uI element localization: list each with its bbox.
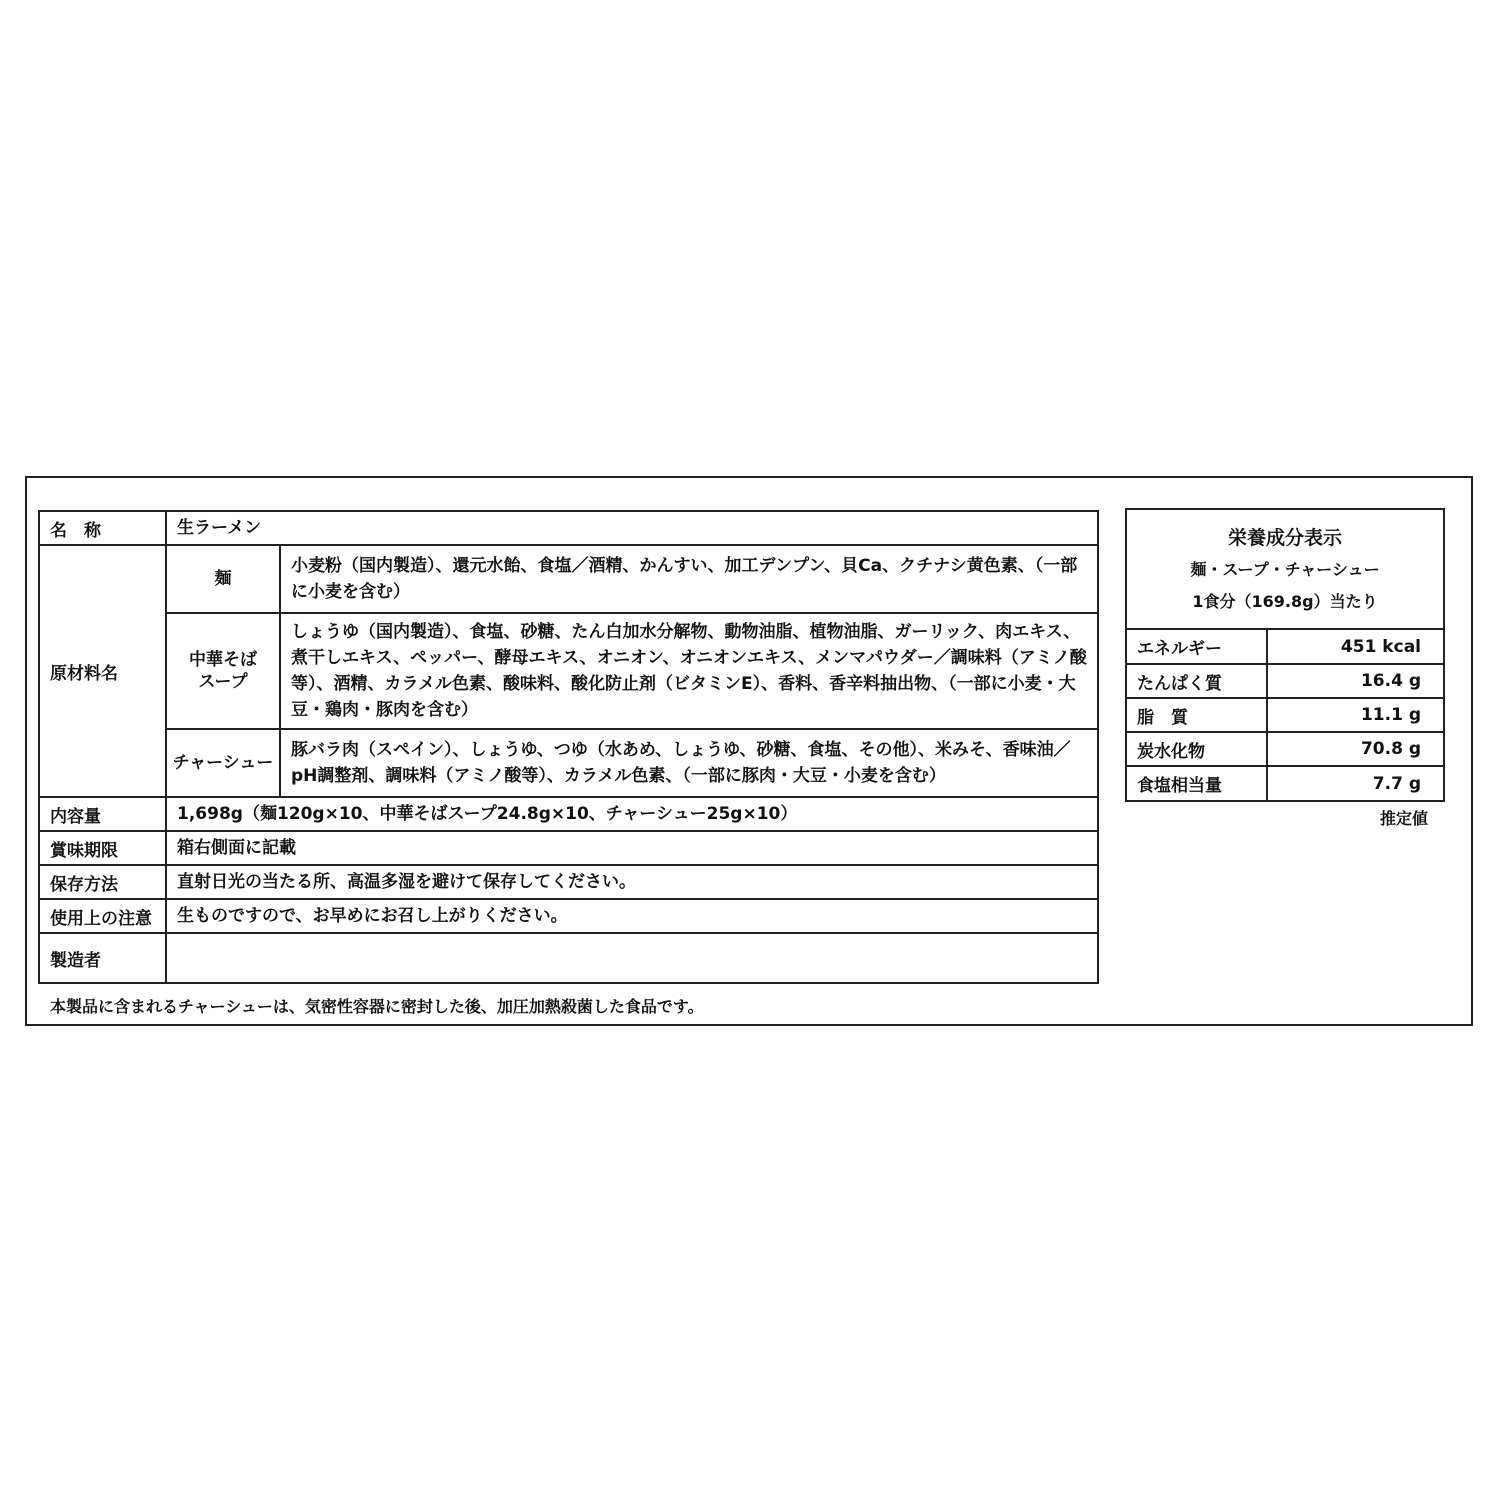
row-ingredients-men <box>39 545 1098 613</box>
nutrition-row <box>1127 698 1443 732</box>
header-ingredients: 原材料名 <box>39 545 166 797</box>
nutrition-row <box>1127 630 1443 664</box>
nutrition-row <box>1127 664 1443 698</box>
value-content: 1,698g（麺120g×10、中華そばスープ24.8g×10、チャーシュー25g×10） <box>166 797 1098 831</box>
nutrition-value: 70.8 g <box>1267 732 1443 766</box>
nutrition-value: 7.7 g <box>1267 766 1443 800</box>
value-caution: 生ものですので、お早めにお召し上がりください。 <box>166 899 1098 933</box>
row-ingredients-soup <box>39 613 1098 729</box>
nutrition-row <box>1127 766 1443 800</box>
subheader-men: 麺 <box>166 545 280 613</box>
nutrition-serving: 1食分（169.8g）当たり <box>1192 592 1378 611</box>
subheader-soup <box>166 613 280 729</box>
value-men: 小麦粉（国内製造）、還元水飴、食塩／酒精、かんすい、加工デンプン、貝Ca、クチナシ黄色素、（一部に小麦を含む） <box>280 545 1098 613</box>
row-maker <box>39 933 1098 983</box>
nutrition-value: 11.1 g <box>1267 698 1443 732</box>
nutrition-subtitle: 麺・スープ・チャーシュー <box>1190 560 1380 579</box>
row-best-before <box>39 831 1098 865</box>
nutrition-label: エネルギー <box>1127 630 1267 664</box>
value-name: 生ラーメン <box>166 511 1098 545</box>
nutrition-label: たんぱく質 <box>1127 664 1267 698</box>
value-soup: しょうゆ（国内製造）、食塩、砂糖、たん白加水分解物、動物油脂、植物油脂、ガーリック、肉エキス、煮干しエキス、ペッパー、酵母エキス、オニオン、オニオンエキス、メンマパウダー／調味料（アミノ酸等）、酒精、カラメル色素、酸味料、酸化防止剤（ビタミンE）、香料、香辛料抽出物、（一部に小麦・大豆・鶏肉・豚肉を含む） <box>280 613 1098 729</box>
footnote: 本製品に含まれるチャーシューは、気密性容器に密封した後、加圧加熱殺菌した食品です。 <box>50 997 704 1016</box>
subheader-soup-line2: スープ <box>198 672 248 692</box>
subheader-soup-line1: 中華そば <box>189 650 257 670</box>
nutrition-value: 16.4 g <box>1267 664 1443 698</box>
nutrition-title: 栄養成分表示 <box>1227 527 1342 549</box>
nutrition-label: 炭水化物 <box>1127 732 1267 766</box>
nutrition-estimate-note: 推定値 <box>1380 809 1429 828</box>
row-content <box>39 797 1098 831</box>
header-content: 内容量 <box>39 797 166 831</box>
nutrition-header <box>1127 510 1443 630</box>
value-maker <box>166 933 1098 983</box>
row-ingredients-chashu <box>39 729 1098 797</box>
value-chashu: 豚バラ肉（スペイン）、しょうゆ、つゆ（水あめ、しょうゆ、砂糖、食塩、その他）、米みそ、香味油／pH調整剤、調味料（アミノ酸等）、カラメル色素、（一部に豚肉・大豆・小麦を含む） <box>280 729 1098 797</box>
nutrition-value: 451 kcal <box>1340 636 1421 657</box>
header-storage: 保存方法 <box>39 865 166 899</box>
row-caution <box>39 899 1098 933</box>
nutrition-box <box>1125 508 1445 802</box>
subheader-chashu: チャーシュー <box>166 729 280 797</box>
value-best-before: 箱右側面に記載 <box>166 831 1098 865</box>
header-maker: 製造者 <box>39 933 166 983</box>
product-info-table <box>38 510 1099 984</box>
nutrition-label: 脂 質 <box>1127 698 1267 732</box>
header-name: 名 称 <box>39 511 166 545</box>
nutrition-row <box>1127 732 1443 766</box>
row-name <box>39 511 1098 545</box>
nutrition-table <box>1127 630 1443 800</box>
value-storage: 直射日光の当たる所、高温多湿を避けて保存してください。 <box>166 865 1098 899</box>
header-best-before: 賞味期限 <box>39 831 166 865</box>
nutrition-label: 食塩相当量 <box>1127 766 1267 800</box>
header-caution: 使用上の注意 <box>39 899 166 933</box>
row-storage <box>39 865 1098 899</box>
